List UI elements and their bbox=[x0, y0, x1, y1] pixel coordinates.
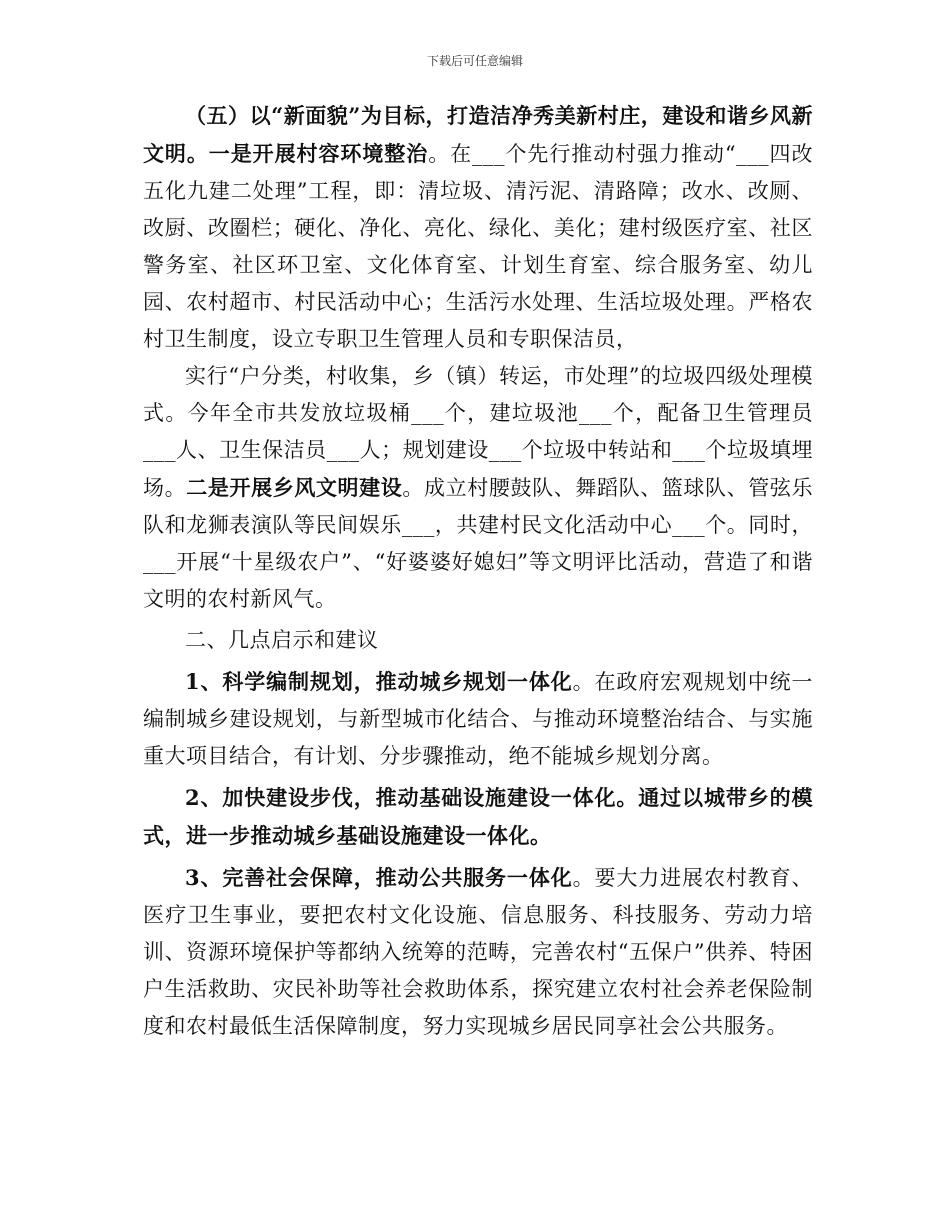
document-body bbox=[143, 97, 813, 1045]
page-header: 下载后可任意编辑 bbox=[426, 54, 523, 68]
paragraph-five-text: 。在___个先行推动村强力推动“___四改五化九建二处理”工程，即：清垃圾、清污泥、清路障；改水、改厕、改厨、改圈栏；硬化、净化、亮化、绿化、美化；建村级医疗室、社区警务室、社区环卫室、文化体育室、计划生育室、综合服务室、幼儿园、农村超市、村民活动中心；生活污水处理、生活垃圾处理。严格农村卫生制度，设立专职卫生管理人员和专职保洁员， bbox=[143, 142, 813, 351]
paragraph-suggestion-3 bbox=[143, 859, 813, 1045]
suggestion-2-heading: 2、加快建设步伐，推动基础设施建设一体化。通过以城带乡的模式，进一步推动城乡基础设施建设一体化。 bbox=[143, 785, 813, 848]
paragraph-suggestion-2 bbox=[143, 779, 813, 855]
suggestion-1-text: 。在政府宏观规划中统一编制城乡建设规划，与新型城市化结合、与推动环境整治结合、与实施重大项目结合，有计划、分步骤推动，绝不能城乡规划分离。 bbox=[143, 670, 813, 768]
paragraph-garbage-text: 实行“户分类，村收集，乡（镇）转运，市处理”的垃圾四级处理模式。今年全市共发放垃圾桶___个，建垃圾池___个，配备卫生管理员___人、卫生保洁员___人；规划建设___个垃圾中转站和___个垃圾填埋场。 bbox=[143, 364, 813, 500]
suggestion-3-text: 。要大力进展农村教育、医疗卫生事业，要把农村文化设施、信息服务、科技服务、劳动力培训、资源环境保护等都纳入统筹的范畴，完善农村“五保户”供养、特困户生活救助、灾民补助等社会救助体系，探究建立农村社会养老保险制度和农村最低生活保障制度，努力实现城乡居民同享社会公共服务。 bbox=[143, 866, 813, 1038]
paragraph-garbage-text-2: 。成立村腰鼓队、舞蹈队、篮球队、管弦乐队和龙狮表演队等民间娱乐___，共建村民文化活动中心___个。同时，___开展“十星级农户”、“好婆婆好媳妇”等文明评比活动，营造了和谐文明的农村新风气。 bbox=[143, 476, 814, 611]
suggestion-3-heading: 3、完善社会保障，推动公共服务一体化 bbox=[185, 865, 573, 890]
suggestion-1-heading: 1、科学编制规划，推动城乡规划一体化 bbox=[185, 669, 573, 694]
section-two-heading: 二、几点启示和建议 bbox=[185, 628, 379, 652]
paragraph-five-heading: （五）以“新面貌”为目标，打造洁净秀美新村庄，建设和谐乡风新文明。一是开展村容环境整治 bbox=[143, 103, 813, 166]
paragraph-garbage bbox=[143, 358, 813, 618]
paragraph-suggestion-1 bbox=[143, 663, 813, 775]
paragraph-garbage-heading: 二是开展乡风文明建设 bbox=[186, 475, 403, 500]
paragraph-five bbox=[143, 97, 813, 358]
